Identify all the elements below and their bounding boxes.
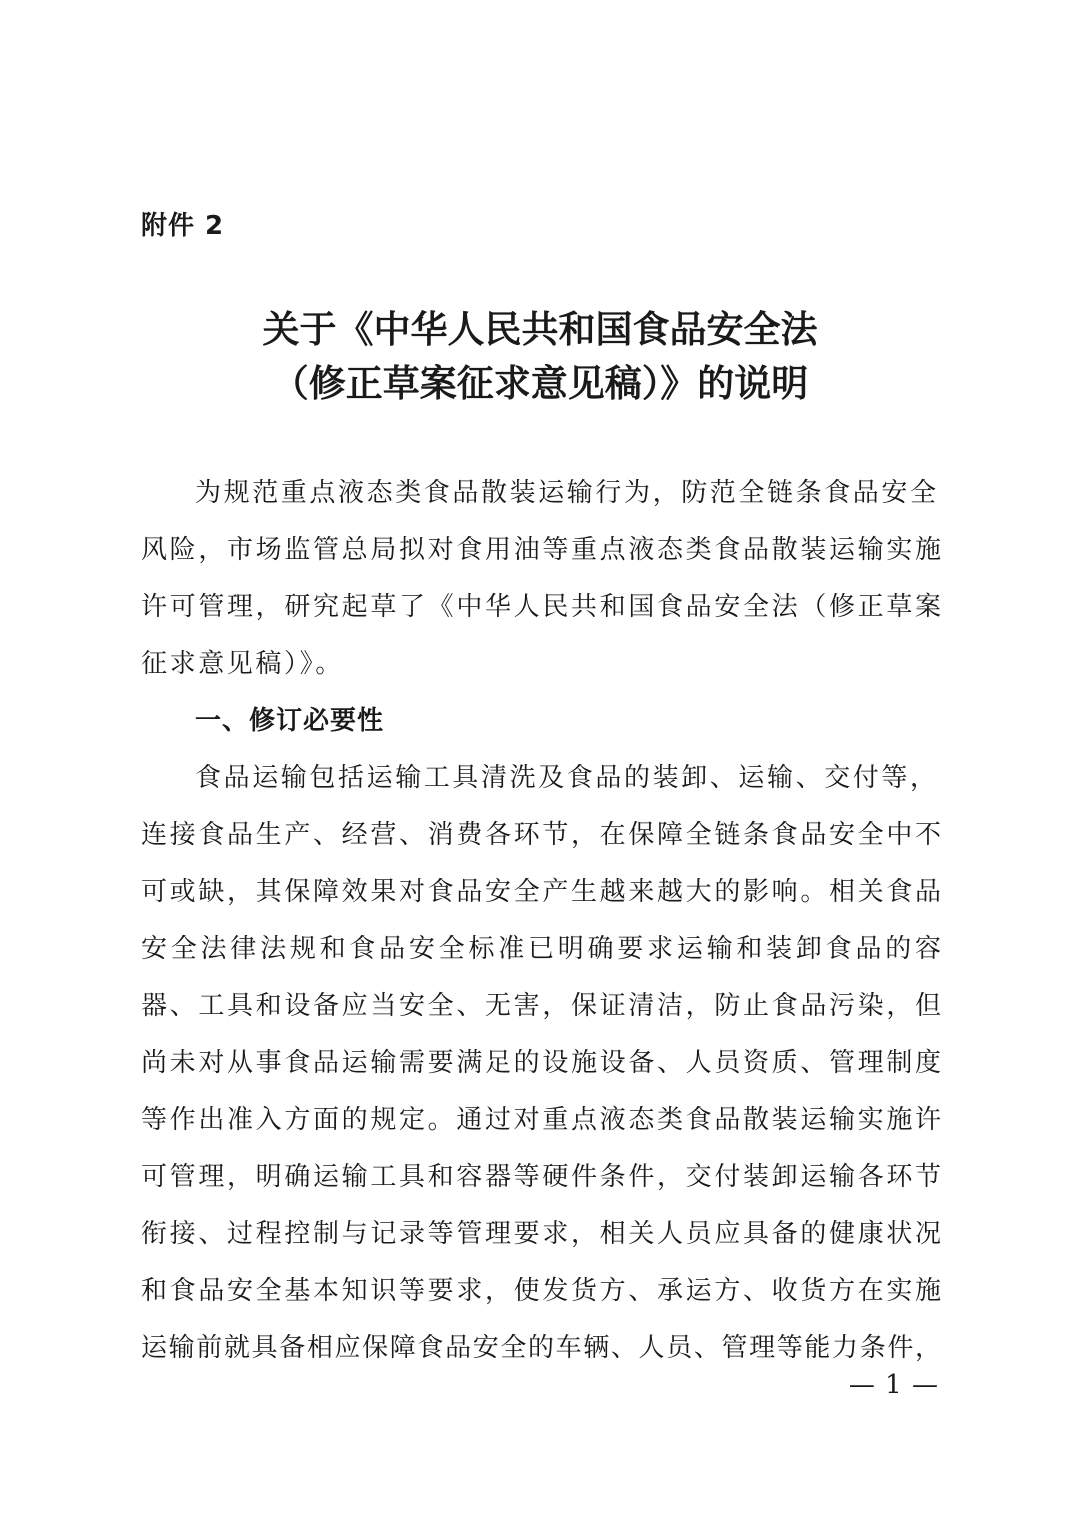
- intro-line: 征求意见稿）》。: [141, 649, 344, 679]
- section-line: 安全法律法规和食品安全标准已明确要求运输和装卸食品的容: [141, 934, 941, 964]
- section-line: 可管理，明确运输工具和容器等硬件条件，交付装卸运输各环节: [141, 1162, 941, 1192]
- section-line: 器、工具和设备应当安全、无害，保证清洁，防止食品污染，但: [141, 991, 941, 1021]
- section-line: 可或缺，其保障效果对食品安全产生越来越大的影响。相关食品: [141, 877, 941, 907]
- intro-line: 许可管理，研究起草了《中华人民共和国食品安全法（修正草案: [141, 592, 941, 622]
- section-heading: 一、修订必要性: [195, 706, 385, 736]
- section-line: 衔接、过程控制与记录等管理要求，相关人员应具备的健康状况: [141, 1219, 941, 1249]
- intro-line: 风险，市场监管总局拟对食用油等重点液态类食品散装运输实施: [141, 535, 941, 565]
- page-number: — 1 —: [848, 1370, 939, 1400]
- document-title-line-2: （修正草案征求意见稿）》的说明: [271, 362, 809, 405]
- section-line: 运输前就具备相应保障食品安全的车辆、人员、管理等能力条件，: [141, 1333, 941, 1363]
- document-title-line-1: 关于《中华人民共和国食品安全法: [262, 308, 818, 351]
- section-line: 等作出准入方面的规定。通过对重点液态类食品散装运输实施许: [141, 1105, 941, 1135]
- attachment-label: 附件 2: [141, 211, 225, 241]
- section-line: 和食品安全基本知识等要求，使发货方、承运方、收货方在实施: [141, 1276, 941, 1306]
- intro-line: 为规范重点液态类食品散装运输行为，防范全链条食品安全: [195, 478, 939, 508]
- section-line: 连接食品生产、经营、消费各环节，在保障全链条食品安全中不: [141, 820, 941, 850]
- section-line: 尚未对从事食品运输需要满足的设施设备、人员资质、管理制度: [141, 1048, 941, 1078]
- section-line: 食品运输包括运输工具清洗及食品的装卸、运输、交付等，: [195, 763, 939, 793]
- document-body: [141, 465, 941, 1377]
